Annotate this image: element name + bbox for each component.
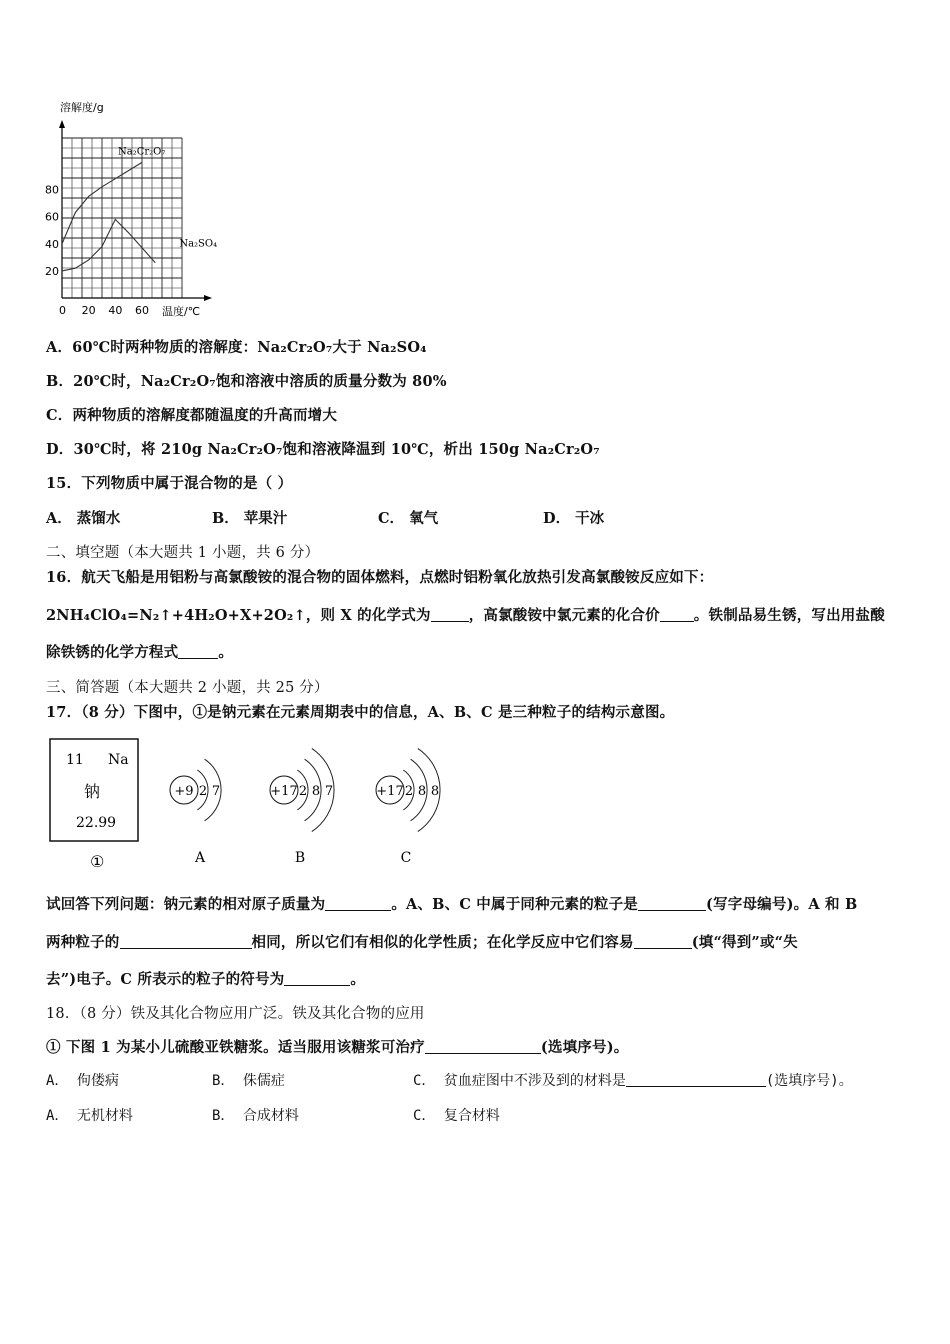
x-tick-label: 60 [135,304,149,317]
section-3-heading: 三、简答题（本大题共 2 小题，共 25 分） [46,680,329,696]
q16-blank-x[interactable] [431,607,469,623]
atom-label: C [400,850,412,866]
q16-line-2: 2NH₄ClO₄=N₂↑+4H₂O+X+2O₂↑，则 X 的化学式为 ，高氯酸铵中氯元素的化合价 。铁制品易生锈，写出用盐酸 [46,607,885,624]
q18-option-c: C． 贫血症图中不涉及到的材料是 (选填序号)。 [413,1073,853,1089]
q14-option-a: A．60℃时两种物质的溶解度：Na₂Cr₂O₇大于 Na₂SO₄ [46,339,427,356]
q17-line-3: 去”)电子。C 所表示的粒子的符号为 。 [46,971,366,988]
q18-blank-treat[interactable] [425,1039,541,1055]
chart-x-ticks [59,304,149,317]
y-tick-label: 20 [45,264,59,278]
atom-c [376,748,440,866]
shell-electron-count: 2 [198,784,208,799]
chart-ylabel: 溶解度/g [60,101,104,114]
nucleus-charge: +9 [174,784,194,799]
atom-diagrams [170,748,440,866]
nucleus-charge: +17 [376,784,404,799]
x-tick-label: 0 [59,304,66,317]
q17-figure [46,735,486,875]
nucleus-charge: +17 [270,784,298,799]
element-tag: ① [90,852,105,871]
q14-option-d: D．30℃时，将 210g Na₂Cr₂O₇饱和溶液降温到 10℃，析出 150g Na₂Cr₂O₇ [46,441,600,458]
q15-option-d: D． 干冰 [543,510,605,527]
q18-option-b: B． 侏儒症 [212,1073,285,1089]
q15-option-a: A． 蒸馏水 [46,510,121,527]
y-tick-label: 60 [45,210,59,224]
q17-stem: 17．（8 分）下图中，①是钠元素在元素周期表中的信息，A、B、C 是三种粒子的结构示意图。 [46,704,675,721]
q17-blank-property[interactable] [120,934,252,950]
q17-blank-same-element[interactable] [638,896,706,912]
q17-blank-mass[interactable] [325,896,391,912]
shell-electron-count: 8 [430,784,440,799]
q18-sub-1: ① 下图 1 为某小儿硫酸亚铁糖浆。适当服用该糖浆可治疗 (选填序号)。 [46,1039,629,1056]
series-label: Na₂SO₄ [179,238,218,250]
q15-option-c: C． 氧气 [378,510,439,527]
atom-a [170,759,221,866]
q15-stem: 15．下列物质中属于混合物的是（ ） [46,475,293,492]
y-tick-label: 40 [45,237,59,251]
x-tick-label: 40 [108,304,123,317]
q18-blank-material[interactable] [626,1072,766,1087]
chart-series [62,146,217,270]
element-card [50,739,138,841]
q14-option-b: B．20℃时，Na₂Cr₂O₇饱和溶液中溶质的质量分数为 80% [46,373,447,390]
element-name: 钠 [84,782,101,801]
q18-material-a: A． 无机材料 [46,1108,133,1124]
q18-material-b: B． 合成材料 [212,1108,299,1124]
series-line-na2so4 [62,219,155,271]
section-2-heading: 二、填空题（本大题共 1 小题，共 6 分） [46,545,320,561]
q17-line-1: 试回答下列问题：钠元素的相对原子质量为 。A、B、C 中属于同种元素的粒子是 (写字母编号)。A 和 B [46,896,858,913]
chart-xlabel: 温度/℃ [162,305,201,318]
q14-option-c: C．两种物质的溶解度都随温度的升高而增大 [46,407,338,424]
x-tick-label: 20 [81,304,96,317]
q17-blank-gain-lose[interactable] [634,934,692,950]
solubility-chart [28,95,248,325]
q17-line-2: 两种粒子的 相同，所以它们有相似的化学性质；在化学反应中它们容易 (填“得到”或“失 [46,934,798,951]
series-label: Na₂Cr₂O₇ [118,146,166,158]
atom-b [270,748,334,866]
q18-stem: 18．（8 分）铁及其化合物应用广泛。铁及其化合物的应用 [46,1006,425,1022]
y-tick-label: 80 [45,183,59,197]
q16-blank-equation[interactable] [178,644,218,660]
shell-electron-count: 7 [211,784,221,799]
element-mass: 22.99 [76,815,117,831]
q15-option-b: B． 苹果汁 [212,510,288,527]
atom-label: B [294,850,306,866]
chart-grid [62,138,182,298]
element-symbol: Na [108,752,129,768]
q18-material-c: C． 复合材料 [413,1108,500,1124]
atom-label: A [194,850,206,866]
element-number: 11 [66,752,84,768]
x-axis-arrow-icon [204,295,212,301]
chart-y-ticks [45,184,59,278]
y-axis-arrow-icon [59,120,65,128]
shell-electron-count: 2 [404,784,414,799]
q17-blank-symbol[interactable] [284,971,350,987]
q18-option-a: A． 佝偻病 [46,1073,119,1089]
q16-line-3: 除铁锈的化学方程式 。 [46,644,234,661]
q16-blank-valence[interactable] [660,607,694,623]
shell-electron-count: 2 [298,784,308,799]
q16-line-1: 16．航天飞船是用铝粉与高氯酸铵的混合物的固体燃料，点燃时铝粉氧化放热引发高氯酸铵反应如下： [46,569,714,586]
shell-electron-count: 7 [324,784,334,799]
shell-electron-count: 8 [417,784,427,799]
shell-electron-count: 8 [311,784,321,799]
q16-equation: 2NH₄ClO₄=N₂↑+4H₂O+X+2O₂↑ [46,607,306,624]
